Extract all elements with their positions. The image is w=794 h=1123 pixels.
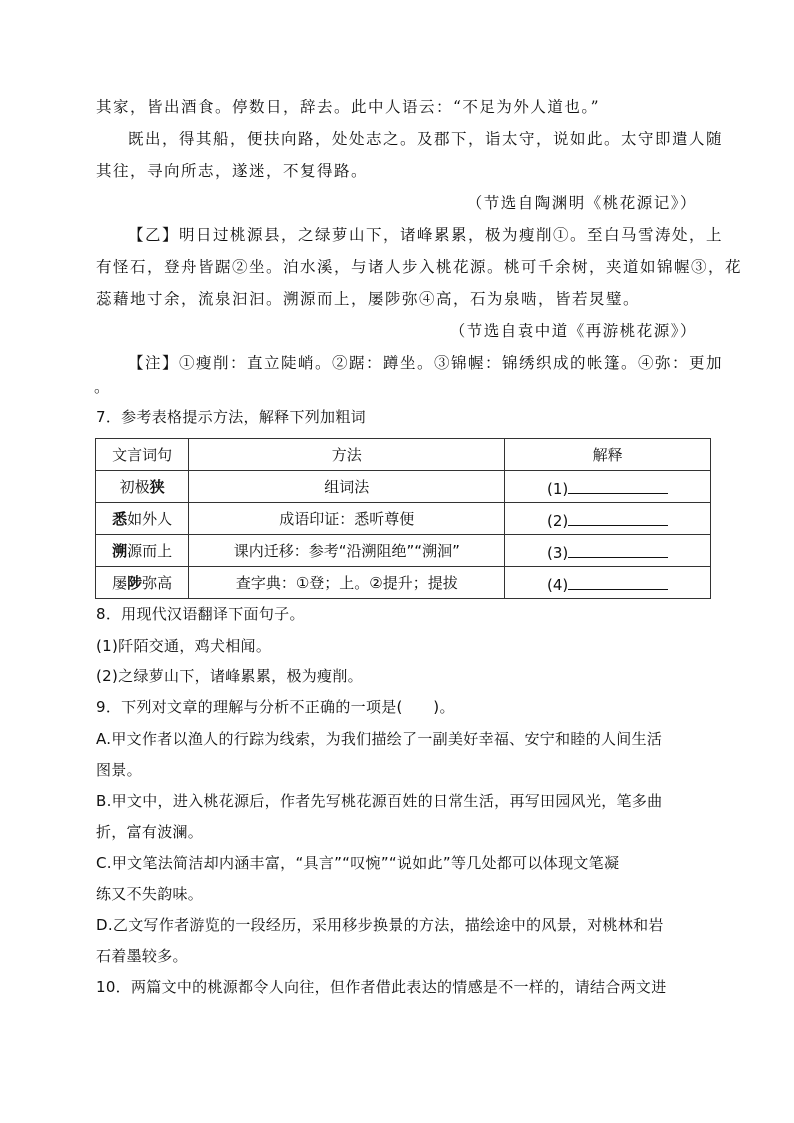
q9-option-c-cont: 练又不失韵味。 — [96, 885, 204, 903]
phrase-cell: 溯源而上 — [96, 535, 189, 567]
phrase-cell: 悉如外人 — [96, 503, 189, 535]
yi-line-1: 【乙】明日过桃源县，之绿萝山下，诸峰累累，极为瘦削①。至白马雪涛处，上 — [128, 226, 724, 244]
q7-stem: 7．参考表格提示方法，解释下列加粗词 — [96, 408, 366, 426]
source-a: （节选自陶渊明《桃花源记》） — [466, 194, 697, 212]
header-cell: 解释 — [505, 439, 711, 471]
passage-line-2: 既出，得其船，便扶向路，处处志之。及郡下，诣太守，说如此。太守即遣人随 — [128, 130, 724, 148]
q9-option-a: A.甲文作者以渔人的行踪为线索，为我们描绘了一副美好幸福、安宁和睦的人间生活 — [96, 730, 663, 748]
note-line-1: 【注】①瘦削：直立陡峭。②踞：蹲坐。③锦幄：锦绣织成的帐篷。④弥：更加 — [128, 354, 724, 372]
q9-option-b-cont: 折，富有波澜。 — [96, 823, 204, 841]
table-row — [96, 471, 711, 503]
answer-cell[interactable]: (3) — [505, 535, 711, 567]
answer-cell[interactable]: (4) — [505, 567, 711, 599]
answer-cell[interactable]: (1) — [505, 471, 711, 503]
method-cell: 组词法 — [189, 471, 505, 503]
q7-table — [95, 438, 711, 599]
table-row — [96, 503, 711, 535]
header-cell: 文言词句 — [96, 439, 189, 471]
yi-line-3: 蕊藉地寸余，流泉汩汩。溯源而上，屡陟弥④高，石为泉啮，皆若炅璧。 — [96, 290, 641, 308]
q9-stem: 9．下列对文章的理解与分析不正确的一项是( )。 — [96, 698, 455, 716]
q8-sentence-1: (1)阡陌交通，鸡犬相闻。 — [96, 637, 272, 655]
source-b: （节选自袁中道《再游桃花源》） — [449, 322, 697, 340]
answer-blank[interactable] — [568, 539, 668, 558]
answer-blank[interactable] — [568, 571, 668, 590]
passage-line-1: 其家，皆出酒食。停数日，辞去。此中人语云：“不足为外人道也。” — [96, 98, 601, 116]
header-cell: 方法 — [189, 439, 505, 471]
q9-option-b: B.甲文中，进入桃花源后，作者先写桃花源百姓的日常生活，再写田园风光，笔多曲 — [96, 792, 663, 810]
table-row — [96, 567, 711, 599]
table-header-row — [96, 439, 711, 471]
passage-line-3: 其往，寻向所志，遂迷，不复得路。 — [96, 162, 369, 180]
q9-option-d: D.乙文写作者游览的一段经历，采用移步换景的方法，描绘途中的风景，对桃林和岩 — [96, 916, 664, 934]
method-cell: 成语印证：悉听尊便 — [189, 503, 505, 535]
q9-option-c: C.甲文笔法简洁却内涵丰富，“具言”“叹惋”“说如此”等几处都可以体现文笔凝 — [96, 854, 620, 872]
q10-stem: 10．两篇文中的桃源都令人向往，但作者借此表达的情感是不一样的，请结合两文进 — [96, 978, 667, 996]
answer-cell[interactable]: (2) — [505, 503, 711, 535]
q9-option-a-cont: 图景。 — [96, 761, 142, 779]
method-cell: 课内迁移：参考“沿溯阻绝”“溯洄” — [189, 535, 505, 567]
note-line-2: 。 — [94, 378, 112, 396]
answer-blank[interactable] — [568, 507, 668, 526]
q8-stem: 8．用现代汉语翻译下面句子。 — [96, 605, 305, 623]
yi-line-2: 有怪石，登舟皆踞②坐。泊水溪，与诸人步入桃花源。桃可千余树，夹道如锦幄③，花 — [96, 258, 743, 276]
answer-blank[interactable] — [568, 475, 668, 494]
phrase-cell: 屡陟弥高 — [96, 567, 189, 599]
method-cell: 查字典：①登；上。②提升；提拔 — [189, 567, 505, 599]
table-row — [96, 535, 711, 567]
q8-sentence-2: (2)之绿萝山下，诸峰累累，极为瘦削。 — [96, 667, 363, 685]
q9-option-d-cont: 石着墨较多。 — [96, 947, 188, 965]
phrase-cell: 初极狭 — [96, 471, 189, 503]
